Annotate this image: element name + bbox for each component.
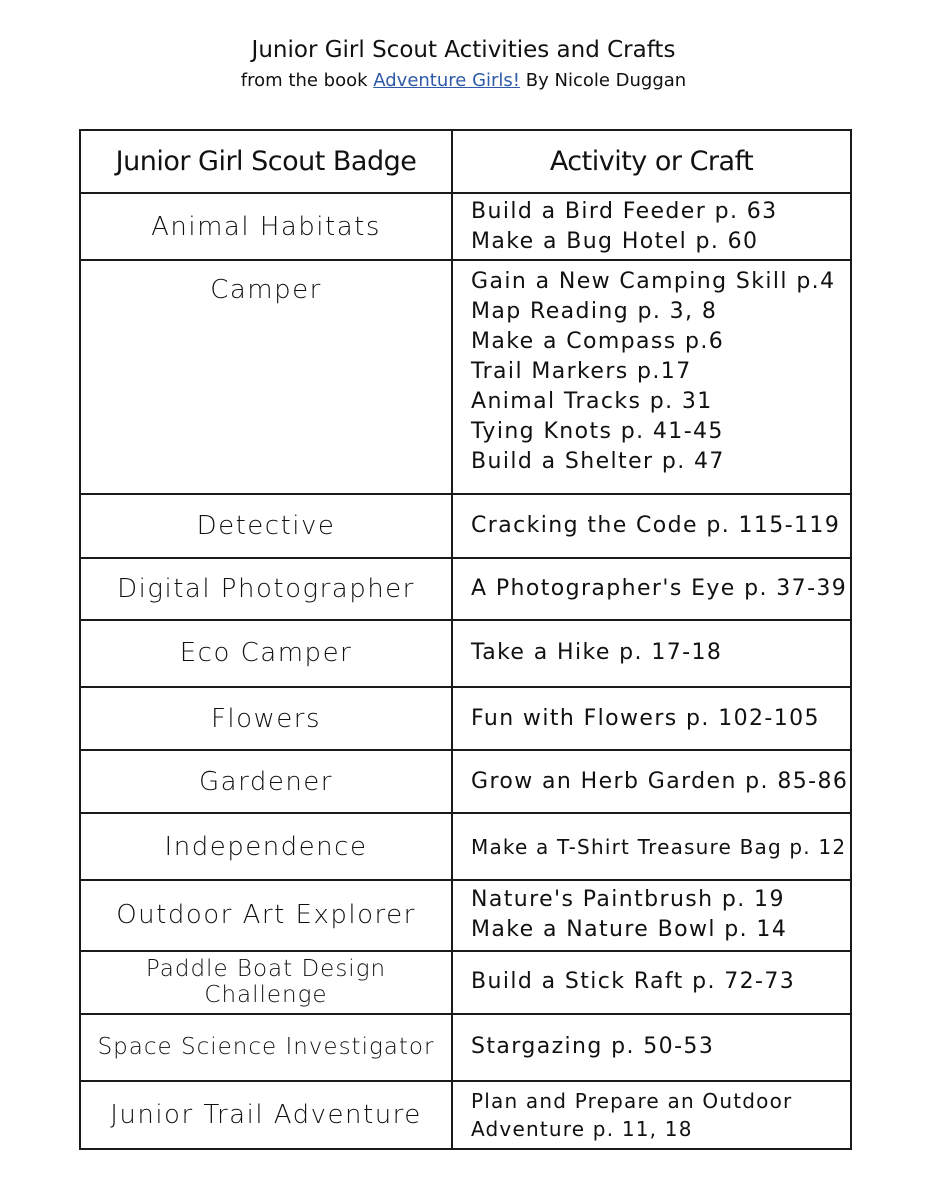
table-row (80, 620, 851, 687)
activity-item: Fun with Flowers p. 102-105 (471, 705, 820, 731)
badge-cell: Camper (80, 260, 452, 493)
activity-item: Plan and Prepare an Outdoor (471, 1088, 793, 1113)
table-row (80, 813, 851, 880)
activity-cell (452, 494, 851, 558)
activity-item: Adventure p. 11, 18 (471, 1116, 693, 1141)
activity-item: Make a T-Shirt Treasure Bag p. 12 (471, 834, 847, 859)
activity-item: Map Reading p. 3, 8 (471, 299, 718, 325)
activity-cell (452, 951, 851, 1014)
column-header-activity: Activity or Craft (452, 130, 851, 193)
table-header-row (80, 130, 851, 193)
badge-cell: Paddle Boat Design Challenge (80, 951, 452, 1014)
activity-item: Trail Markers p.17 (471, 359, 692, 385)
activity-cell (452, 193, 851, 260)
activity-cell (452, 260, 851, 493)
subtitle-suffix: By Nicole Duggan (520, 70, 687, 91)
document-header (0, 34, 927, 96)
activity-item: Cracking the Code p. 115-119 (471, 512, 841, 538)
activity-item: Build a Shelter p. 47 (471, 449, 725, 475)
activity-cell (452, 1014, 851, 1081)
badge-cell: Animal Habitats (80, 193, 452, 260)
activity-item: Make a Nature Bowl p. 14 (471, 917, 788, 943)
activity-item: Tying Knots p. 41-45 (471, 419, 724, 445)
document-subtitle (0, 66, 927, 96)
column-header-badge: Junior Girl Scout Badge (80, 130, 452, 193)
activity-cell (452, 687, 851, 750)
activity-item: Take a Hike p. 17-18 (471, 640, 723, 666)
badge-cell: Outdoor Art Explorer (80, 880, 452, 950)
badge-activity-table (79, 129, 852, 1150)
badge-cell: Gardener (80, 750, 452, 813)
activity-item: Animal Tracks p. 31 (471, 389, 713, 415)
activity-cell (452, 750, 851, 813)
table-row (80, 193, 851, 260)
activity-cell (452, 813, 851, 880)
badge-cell: Flowers (80, 687, 452, 750)
activity-cell (452, 558, 851, 620)
activity-item: Build a Stick Raft p. 72-73 (471, 969, 796, 995)
activity-cell (452, 1081, 851, 1149)
table-row (80, 558, 851, 620)
activity-item: Nature's Paintbrush p. 19 (471, 887, 785, 913)
activity-cell (452, 620, 851, 687)
table-row (80, 494, 851, 558)
table-row (80, 1014, 851, 1081)
badge-cell: Digital Photographer (80, 558, 452, 620)
badge-cell: Space Science Investigator (80, 1014, 452, 1081)
table-row (80, 260, 851, 493)
activity-cell (452, 880, 851, 950)
table-row (80, 1081, 851, 1149)
table-row (80, 687, 851, 750)
activity-item: A Photographer's Eye p. 37-39 (471, 575, 848, 601)
badge-cell: Junior Trail Adventure (80, 1081, 452, 1149)
activity-item: Make a Bug Hotel p. 60 (471, 228, 759, 254)
badge-cell: Eco Camper (80, 620, 452, 687)
badge-cell: Detective (80, 494, 452, 558)
activity-item: Grow an Herb Garden p. 85-86 (471, 768, 849, 794)
subtitle-prefix: from the book (240, 70, 374, 91)
activity-item: Gain a New Camping Skill p.4 (471, 269, 836, 295)
activity-item: Make a Compass p.6 (471, 329, 725, 355)
activity-item: Build a Bird Feeder p. 63 (471, 198, 778, 224)
document-title: Junior Girl Scout Activities and Crafts (251, 37, 676, 63)
badge-cell: Independence (80, 813, 452, 880)
activity-item: Stargazing p. 50-53 (471, 1034, 715, 1060)
table-row (80, 750, 851, 813)
table-row (80, 951, 851, 1014)
book-link[interactable]: Adventure Girls! (373, 70, 521, 91)
table-row (80, 880, 851, 950)
